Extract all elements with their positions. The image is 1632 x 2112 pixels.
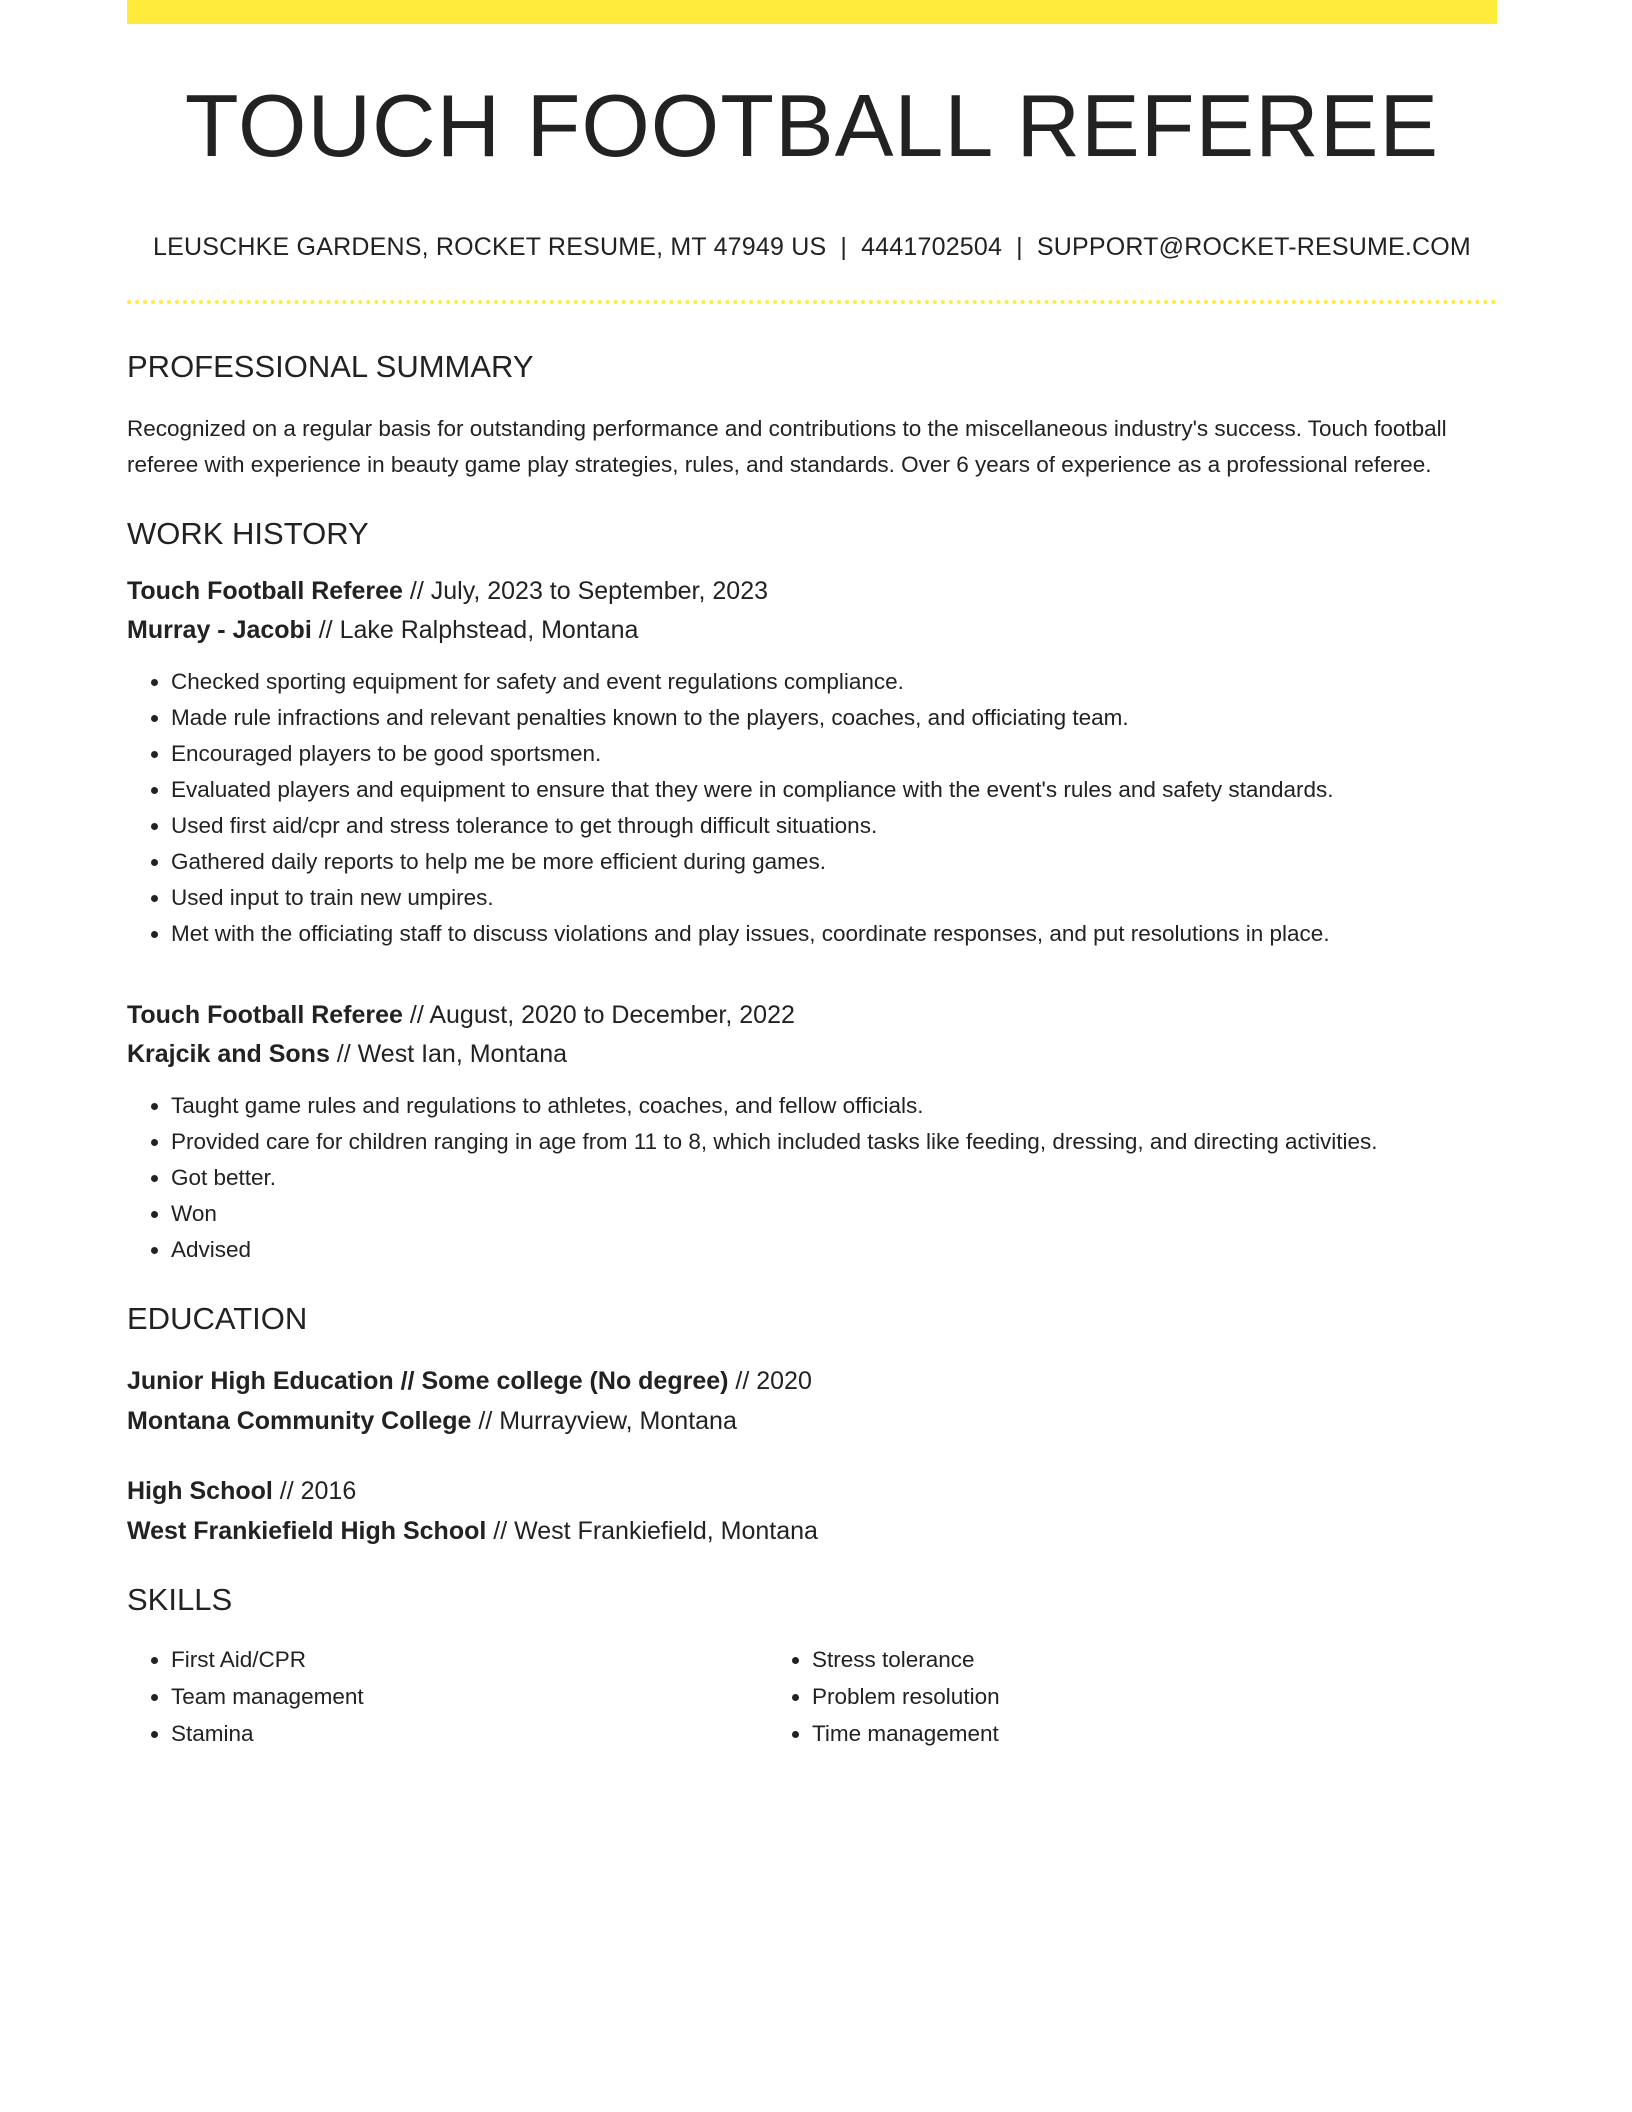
education-school-line bbox=[127, 1401, 1497, 1441]
list-item: • Time management bbox=[812, 1715, 1409, 1752]
education-entry bbox=[127, 1361, 1497, 1441]
list-item: • Stamina bbox=[171, 1715, 768, 1752]
job-title-line bbox=[127, 996, 1497, 1035]
list-item: • Team management bbox=[171, 1678, 768, 1715]
list-item: • Evaluated players and equipment to ensure that they were in compliance with the event's rules and safety standards. bbox=[171, 772, 1497, 808]
list-item: • Advised bbox=[171, 1232, 1497, 1268]
education-entry bbox=[127, 1471, 1497, 1551]
summary-paragraph: Recognized on a regular basis for outstanding performance and contributions to the miscellaneous industry's success. Touch football referee with experience in beauty game play strategies, rules, and standards. Over 6 years of experience as a professional referee. bbox=[127, 415, 1447, 477]
contact-separator: | bbox=[840, 232, 848, 261]
list-item: • First Aid/CPR bbox=[171, 1641, 768, 1678]
summary-section-title: PROFESSIONAL SUMMARY bbox=[127, 348, 534, 384]
contact-address: LEUSCHKE GARDENS, ROCKET RESUME, MT 47949 US bbox=[153, 232, 827, 261]
job-company-line bbox=[127, 1035, 1497, 1074]
accent-top-bar bbox=[127, 0, 1497, 24]
education-location: // Murrayview, Montana bbox=[471, 1407, 737, 1436]
list-item: • Used first aid/cpr and stress tolerance to get through difficult situations. bbox=[171, 808, 1497, 844]
education-location: // West Frankiefield, Montana bbox=[486, 1517, 818, 1546]
skills-grid bbox=[127, 1641, 1497, 1752]
contact-line bbox=[127, 233, 1497, 262]
job-location: // West Ian, Montana bbox=[329, 1040, 568, 1069]
job-location: // Lake Ralphstead, Montana bbox=[311, 616, 639, 645]
job-entry bbox=[127, 572, 1497, 952]
education-year: // 2016 bbox=[272, 1477, 357, 1506]
job-entry bbox=[127, 996, 1497, 1268]
skills-list-left bbox=[127, 1641, 768, 1752]
education-degree-line bbox=[127, 1471, 1497, 1511]
skills-list-right bbox=[768, 1641, 1409, 1752]
list-item: • Met with the officiating staff to discuss violations and play issues, coordinate responses, and put resolutions in place. bbox=[171, 916, 1497, 952]
skills-section-title: SKILLS bbox=[127, 1582, 233, 1618]
job-bullet-list bbox=[127, 1088, 1497, 1268]
contact-separator: | bbox=[1016, 232, 1023, 261]
list-item: • Gathered daily reports to help me be more efficient during games. bbox=[171, 844, 1497, 880]
job-role: Touch Football Referee bbox=[127, 1001, 403, 1030]
list-item: • Made rule infractions and relevant penalties known to the players, coaches, and officiating team. bbox=[171, 700, 1497, 736]
education-section-title: EDUCATION bbox=[127, 1301, 308, 1337]
education-degree: High School bbox=[127, 1477, 273, 1506]
contact-email: SUPPORT@ROCKET-RESUME.COM bbox=[1036, 232, 1471, 261]
job-company: Murray - Jacobi bbox=[127, 616, 312, 645]
job-role: Touch Football Referee bbox=[127, 577, 403, 606]
job-dates: // August, 2020 to December, 2022 bbox=[402, 1001, 795, 1030]
work-history-section-title: WORK HISTORY bbox=[127, 515, 369, 551]
education-school: West Frankiefield High School bbox=[127, 1517, 487, 1546]
list-item: • Encouraged players to be good sportsmen. bbox=[171, 736, 1497, 772]
list-item: • Stress tolerance bbox=[812, 1641, 1409, 1678]
education-degree: Junior High Education // Some college (No degree) bbox=[127, 1367, 729, 1396]
header-divider bbox=[127, 300, 1497, 304]
job-title-line bbox=[127, 572, 1497, 611]
list-item: • Problem resolution bbox=[812, 1678, 1409, 1715]
job-company: Krajcik and Sons bbox=[127, 1040, 330, 1069]
list-item: • Won bbox=[171, 1196, 1497, 1232]
list-item: • Used input to train new umpires. bbox=[171, 880, 1497, 916]
education-degree-line bbox=[127, 1361, 1497, 1401]
list-item: • Provided care for children ranging in age from 11 to 8, which included tasks like feeding, dressing, and directing activities. bbox=[171, 1124, 1497, 1160]
list-item: • Taught game rules and regulations to athletes, coaches, and fellow officials. bbox=[171, 1088, 1497, 1124]
list-item: • Got better. bbox=[171, 1160, 1497, 1196]
job-dates: // July, 2023 to September, 2023 bbox=[402, 577, 769, 606]
education-school-line bbox=[127, 1511, 1497, 1551]
education-year: // 2020 bbox=[728, 1367, 812, 1396]
resume-page bbox=[127, 0, 1497, 1752]
contact-phone: 4441702504 bbox=[861, 232, 1003, 261]
resume-name-heading: TOUCH FOOTBALL REFEREE bbox=[184, 76, 1440, 175]
job-bullet-list bbox=[127, 664, 1497, 952]
job-company-line bbox=[127, 611, 1497, 650]
education-school: Montana Community College bbox=[127, 1407, 472, 1436]
list-item: • Checked sporting equipment for safety and event regulations compliance. bbox=[171, 664, 1497, 700]
